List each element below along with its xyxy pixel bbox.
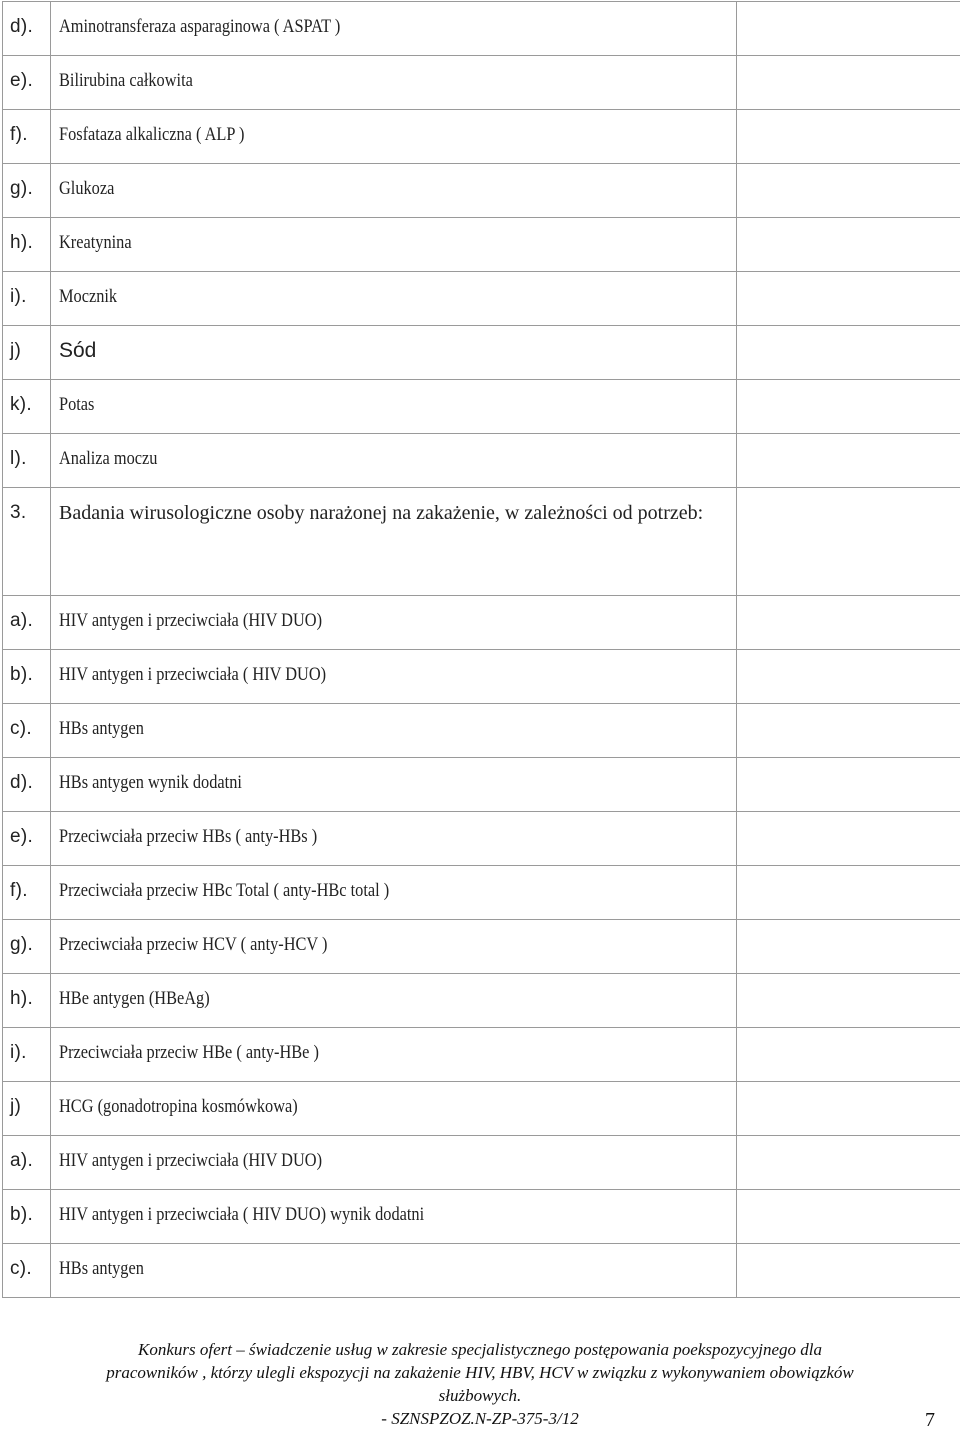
row-label: k). [10,394,32,416]
price-cell [737,434,960,488]
row-text: Potas [59,394,94,416]
price-cell [737,272,960,326]
price-cell [737,812,960,866]
table-row [3,1028,960,1082]
row-text: Przeciwciała przeciw HBc Total ( anty-HBc total ) [59,880,389,902]
row-label: d). [10,16,33,38]
footer-line: pracowników , którzy ulegli ekspozycji na zakażenie HIV, HBV, HCV w związku z wykonywaniem obowiązków [0,1361,960,1384]
row-label: c). [10,1258,32,1280]
table-row [3,704,960,758]
table-row [3,434,960,488]
row-label: a). [10,1150,33,1172]
table-row [3,866,960,920]
price-cell [737,488,960,596]
row-text: Mocznik [59,286,117,308]
row-label: c). [10,718,32,740]
row-label: e). [10,70,33,92]
table-row [3,218,960,272]
price-cell [737,1082,960,1136]
row-label: j) [10,340,21,362]
price-cell [737,218,960,272]
row-text: HBe antygen (HBeAg) [59,988,210,1010]
row-label: j) [10,1096,21,1118]
row-text: Fosfataza alkaliczna ( ALP ) [59,124,244,146]
table-row [3,650,960,704]
row-text: Bilirubina całkowita [59,70,193,92]
table-row [3,812,960,866]
price-cell [737,56,960,110]
table-row [3,596,960,650]
row-text: HIV antygen i przeciwciała ( HIV DUO) wynik dodatni [59,1204,424,1226]
row-label: e). [10,826,33,848]
price-cell [737,974,960,1028]
row-text: HBs antygen [59,1258,144,1280]
row-text: HBs antygen [59,718,144,740]
row-label: b). [10,1204,33,1226]
row-label: h). [10,232,33,254]
row-label: f). [10,880,28,902]
row-text: Aminotransferaza asparaginowa ( ASPAT ) [59,16,340,38]
services-table [2,1,960,1298]
row-label: l). [10,448,27,470]
row-text: HIV antygen i przeciwciała ( HIV DUO) [59,664,326,686]
footer-reference: - SZNSPZOZ.N-ZP-375-3/12 [0,1407,960,1430]
table-row [3,1244,960,1298]
table-row [3,110,960,164]
row-label: a). [10,610,33,632]
price-cell [737,1028,960,1082]
row-text: Przeciwciała przeciw HBs ( anty-HBs ) [59,826,317,848]
table-row [3,272,960,326]
row-text: HBs antygen wynik dodatni [59,772,242,794]
table-row [3,974,960,1028]
table-row [3,2,960,56]
price-cell [737,1244,960,1298]
row-label: i). [10,286,27,308]
price-cell [737,326,960,380]
row-text: Sód [59,339,96,363]
table-row [3,1082,960,1136]
price-cell [737,1136,960,1190]
row-text: Analiza moczu [59,448,157,470]
row-label: i). [10,1042,27,1064]
table-row [3,380,960,434]
footer-line: Konkurs ofert – świadczenie usług w zakresie specjalistycznego postępowania poekspozycyjnego dla [0,1338,960,1361]
row-label: d). [10,772,33,794]
price-cell [737,596,960,650]
row-label: g). [10,178,33,200]
table-row [3,326,960,380]
price-cell [737,704,960,758]
row-text: HCG (gonadotropina kosmówkowa) [59,1096,298,1118]
row-label: g). [10,934,33,956]
footer-line: służbowych. [0,1384,960,1407]
page-footer [0,1338,960,1430]
table-row [3,1190,960,1244]
row-text: Przeciwciała przeciw HBe ( anty-HBe ) [59,1042,319,1064]
price-cell [737,866,960,920]
price-cell [737,650,960,704]
table-row [3,758,960,812]
price-cell [737,164,960,218]
price-cell [737,380,960,434]
row-text: HIV antygen i przeciwciała (HIV DUO) [59,610,322,632]
row-label: b). [10,664,33,686]
section-heading: Badania wirusologiczne osoby narażonej na zakażenie, w zależności od potrzeb: [59,500,739,527]
price-cell [737,758,960,812]
price-cell [737,110,960,164]
table-row [3,920,960,974]
section-heading-row [3,488,960,596]
row-text: Kreatynina [59,232,132,254]
table-row [3,164,960,218]
row-text: Przeciwciała przeciw HCV ( anty-HCV ) [59,934,327,956]
price-cell [737,2,960,56]
page-number: 7 [925,1409,935,1432]
table-row [3,1136,960,1190]
row-text: Glukoza [59,178,114,200]
table-row [3,56,960,110]
price-cell [737,1190,960,1244]
row-label: h). [10,988,33,1010]
row-label: f). [10,124,28,146]
price-cell [737,920,960,974]
section-number: 3. [10,502,26,524]
row-text: HIV antygen i przeciwciała (HIV DUO) [59,1150,322,1172]
